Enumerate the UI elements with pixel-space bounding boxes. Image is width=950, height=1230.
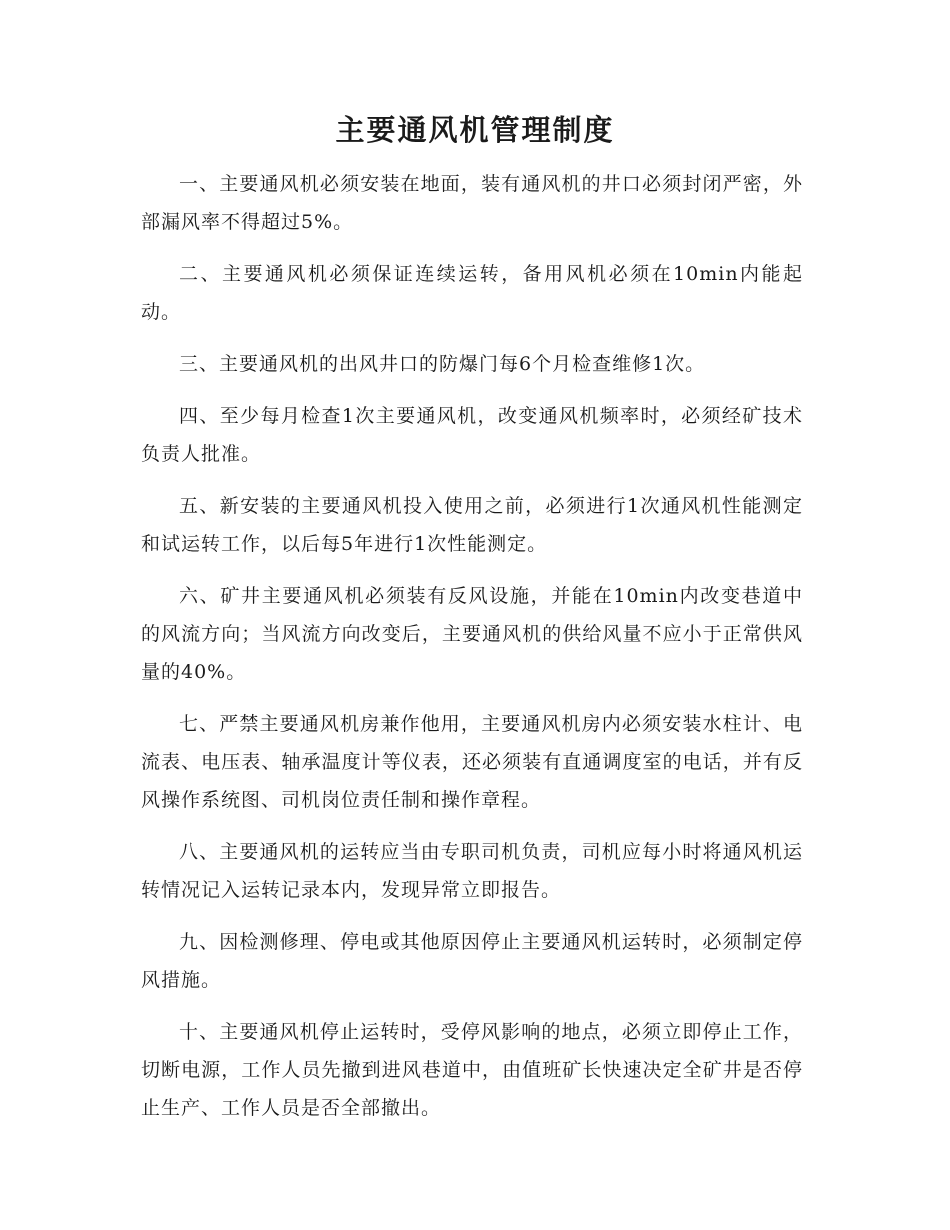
document-body	[141, 165, 803, 1141]
paragraph-7: 七、严禁主要通风机房兼作他用，主要通风机房内必须安装水柱计、电流表、电压表、轴承温度计等仪表，还必须装有直通调度室的电话，并有反风操作系统图、司机岗位责任制和操作章程。	[141, 713, 803, 811]
paragraph-2: 二、主要通风机必须保证连续运转，备用风机必须在10min内能起动。	[141, 263, 803, 323]
paragraph-1: 一、主要通风机必须安装在地面，装有通风机的井口必须封闭严密，外部漏风率不得超过5%。	[141, 173, 803, 233]
paragraph-9: 九、因检测修理、停电或其他原因停止主要通风机运转时，必须制定停风措施。	[141, 931, 803, 991]
paragraph-6: 六、矿井主要通风机必须装有反风设施，并能在10min内改变巷道中的风流方向；当风流方向改变后，主要通风机的供给风量不应小于正常供风量的40%。	[141, 585, 803, 683]
paragraph-5: 五、新安装的主要通风机投入使用之前，必须进行1次通风机性能测定和试运转工作，以后每5年进行1次性能测定。	[141, 495, 803, 555]
paragraph-3: 三、主要通风机的出风井口的防爆门每6个月检查维修1次。	[179, 353, 706, 375]
paragraph-4: 四、至少每月检查1次主要通风机，改变通风机频率时，必须经矿技术负责人批准。	[141, 405, 803, 465]
paragraph-8: 八、主要通风机的运转应当由专职司机负责，司机应每小时将通风机运转情况记入运转记录本内，发现异常立即报告。	[141, 841, 803, 901]
document-title: 主要通风机管理制度	[335, 113, 615, 147]
paragraph-10: 十、主要通风机停止运转时，受停风影响的地点，必须立即停止工作，切断电源，工作人员先撤到进风巷道中，由值班矿长快速决定全矿井是否停止生产、工作人员是否全部撤出。	[141, 1021, 803, 1119]
